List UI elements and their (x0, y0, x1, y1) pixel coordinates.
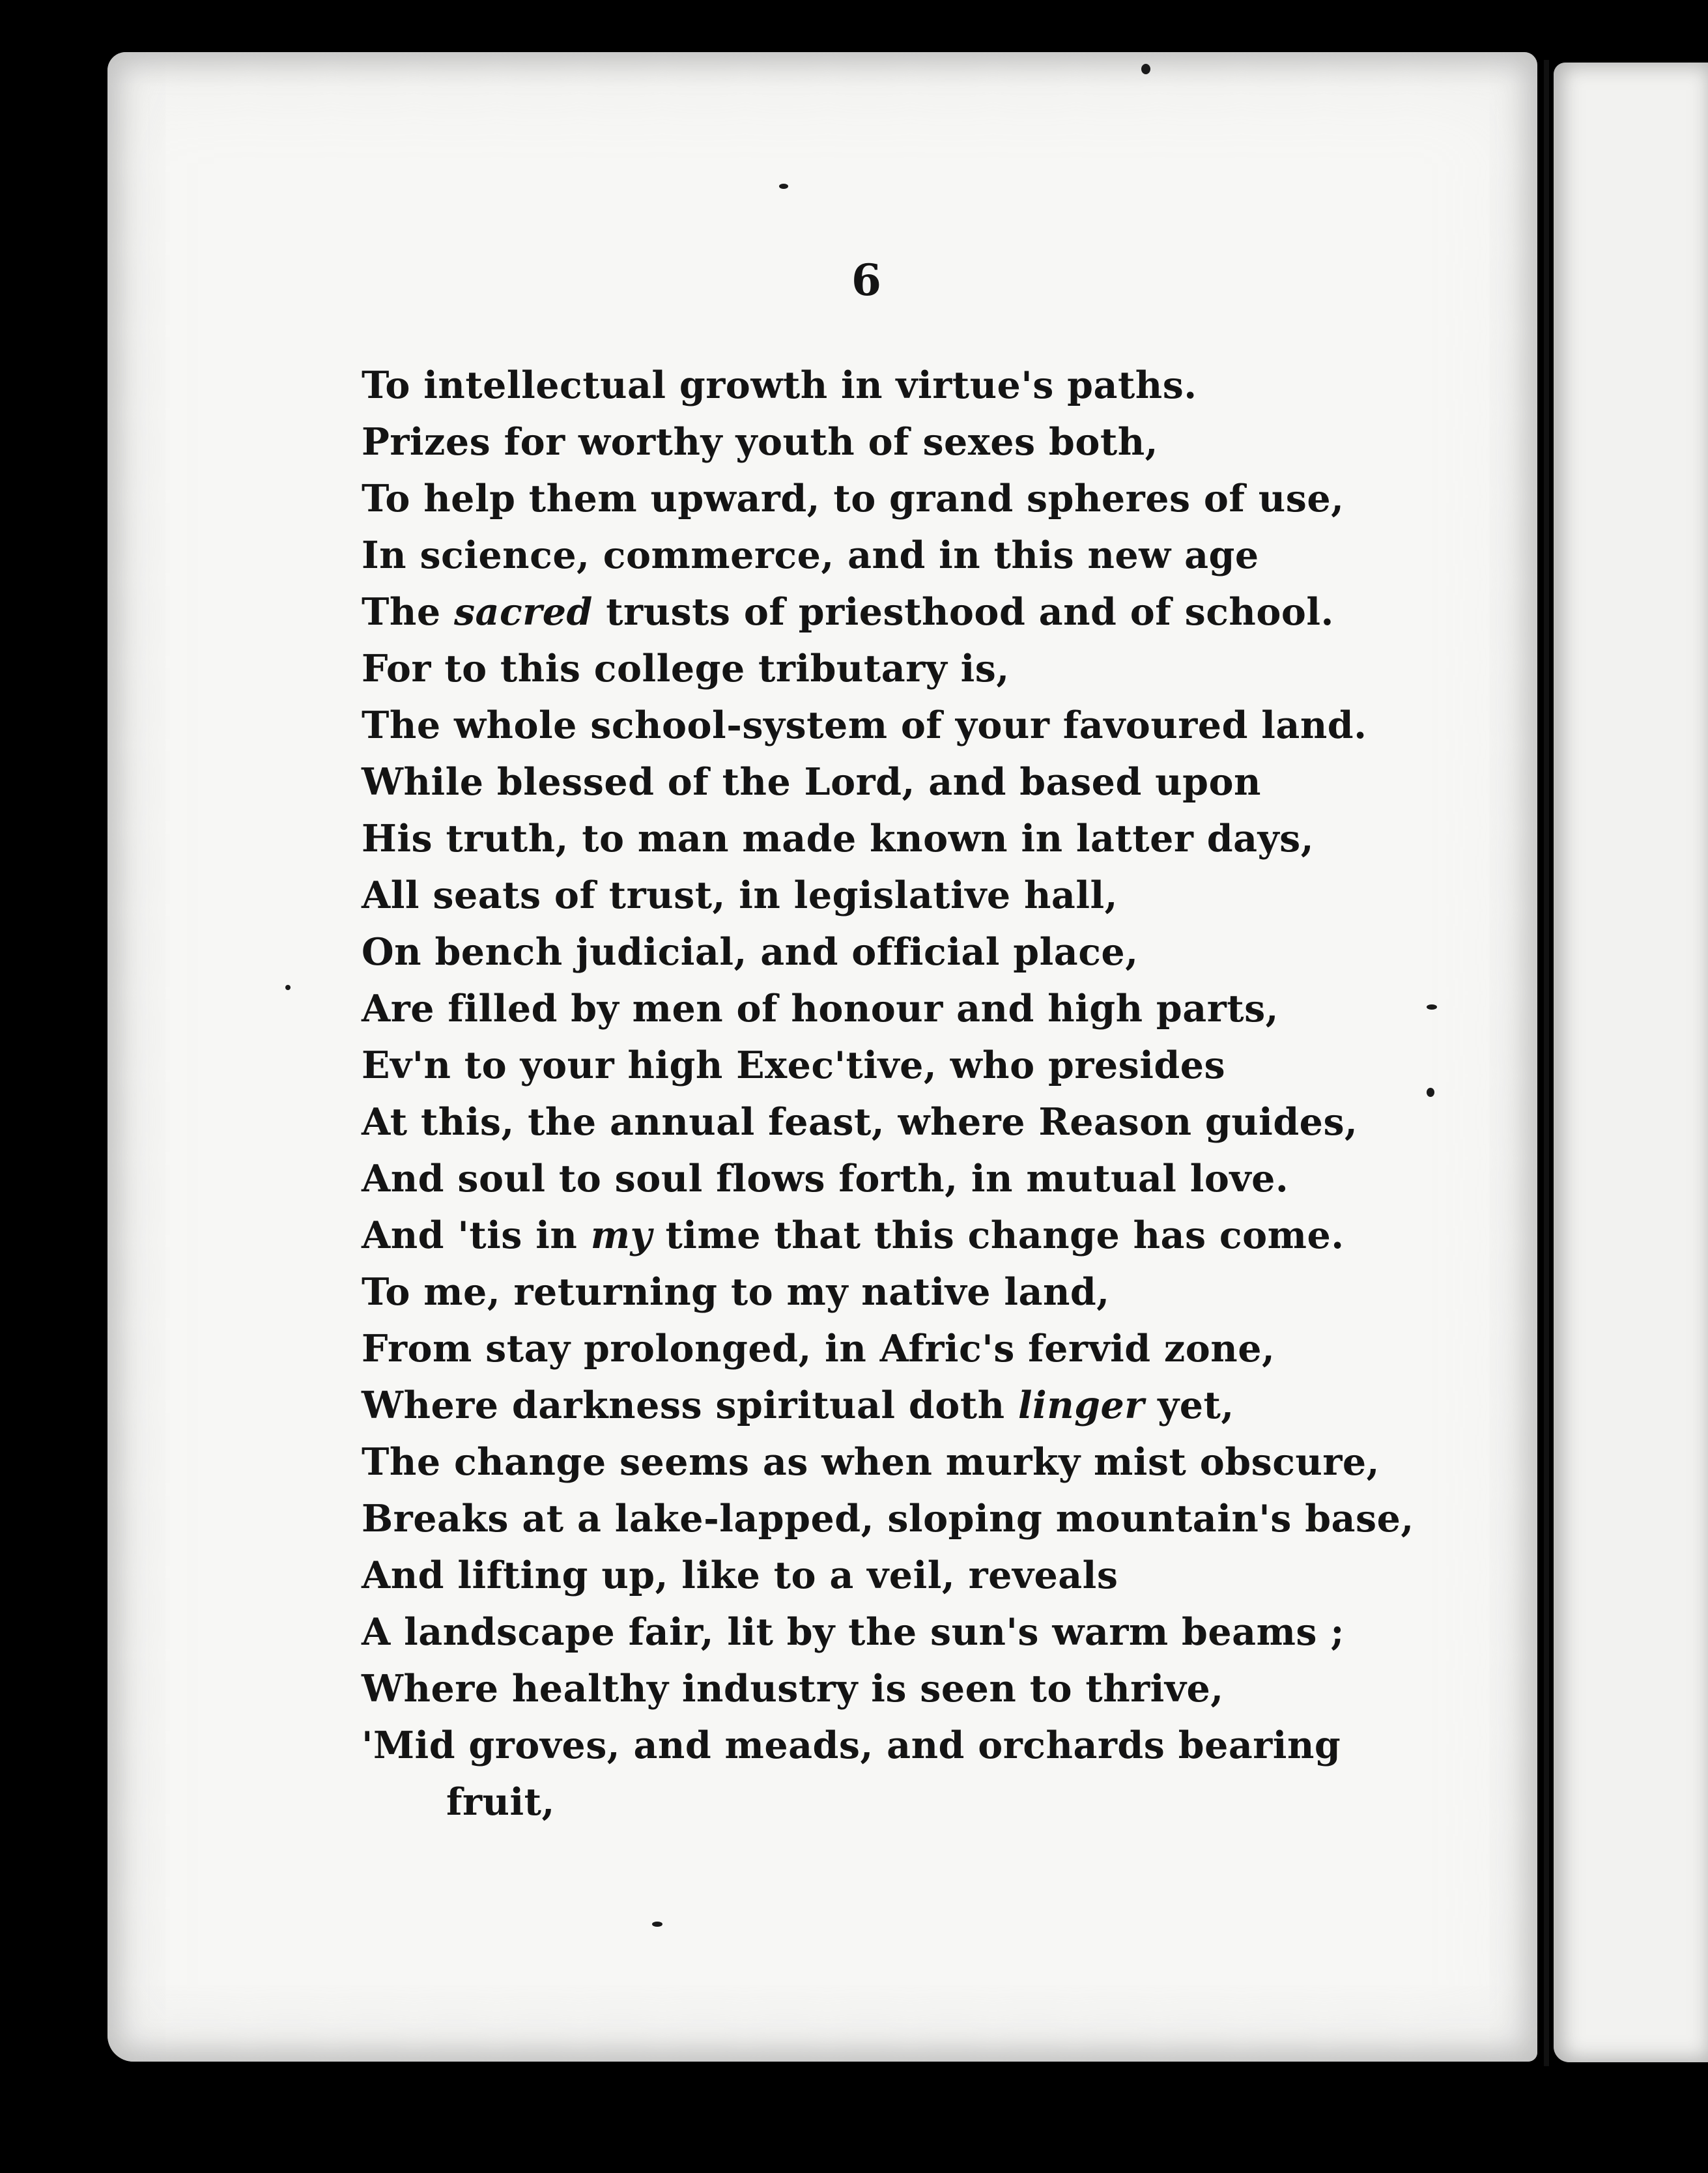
verse-line: At this, the annual feast, where Reason guides, (362, 1100, 1358, 1144)
verse-line: For to this college tributary is, (362, 647, 1010, 690)
verse-line-text: The (362, 590, 454, 634)
verse-italic-word: sacred (453, 590, 593, 634)
verse-line: His truth, to man made known in latter days, (362, 817, 1315, 860)
verse-line: Are filled by men of honour and high parts, (362, 987, 1279, 1030)
verse-line-continuation: fruit, (446, 1780, 555, 1824)
verse-line: To help them upward, to grand spheres of use, (362, 477, 1345, 520)
verse-line: In science, commerce, and in this new age (362, 533, 1259, 577)
verse-line: All seats of trust, in legislative hall, (362, 873, 1118, 917)
verse-line: The whole school-system of your favoured land. (362, 703, 1367, 747)
verse-line: Breaks at a lake-lapped, sloping mountain's base, (362, 1497, 1414, 1541)
adjacent-page-edge (1554, 63, 1708, 2062)
scan-speck (285, 985, 291, 990)
verse-line-text: time that this change has come. (652, 1214, 1345, 1257)
verse-line: To me, returning to my native land, (362, 1270, 1110, 1314)
verse-line: While blessed of the Lord, and based upon (362, 760, 1261, 804)
verse-line-text: And 'tis in (362, 1214, 591, 1257)
verse-line: Where healthy industry is seen to thrive, (362, 1667, 1224, 1711)
verse-line: On bench judicial, and official place, (362, 930, 1139, 974)
scan-speck (1427, 1004, 1437, 1010)
verse-line: From stay prolonged, in Afric's fervid zone, (362, 1327, 1275, 1371)
scan-speck (1141, 64, 1150, 74)
verse-line: The change seems as when murky mist obscure, (362, 1440, 1380, 1484)
verse-line: A landscape fair, lit by the sun's warm beams ; (362, 1610, 1345, 1654)
verse-line (362, 1207, 1365, 1264)
poem-text (362, 357, 1414, 1830)
verse-line: To intellectual growth in virtue's paths. (362, 363, 1197, 407)
verse-line (362, 1377, 1365, 1434)
verse-line: And lifting up, like to a veil, reveals (362, 1554, 1118, 1597)
verse-line-text: trusts of priesthood and of school. (592, 590, 1334, 634)
verse-line: Prizes for worthy youth of sexes both, (362, 420, 1158, 464)
verse-line-text: Where darkness spiritual doth (362, 1384, 1018, 1427)
scan-speck (779, 184, 788, 189)
scan-speck (652, 1922, 662, 1927)
scan-speck (1427, 1088, 1434, 1097)
verse-italic-word: my (590, 1214, 653, 1257)
verse-line: And soul to soul flows forth, in mutual love. (362, 1157, 1289, 1200)
page-number: 6 (851, 255, 881, 305)
verse-line (362, 584, 1365, 640)
verse-italic-word: linger (1018, 1384, 1145, 1427)
gutter-shadow (1544, 60, 1549, 2066)
verse-line-text: yet, (1144, 1384, 1234, 1427)
verse-line: 'Mid groves, and meads, and orchards bearing (362, 1724, 1341, 1767)
verse-line: Ev'n to your high Exec'tive, who presides (362, 1044, 1226, 1087)
